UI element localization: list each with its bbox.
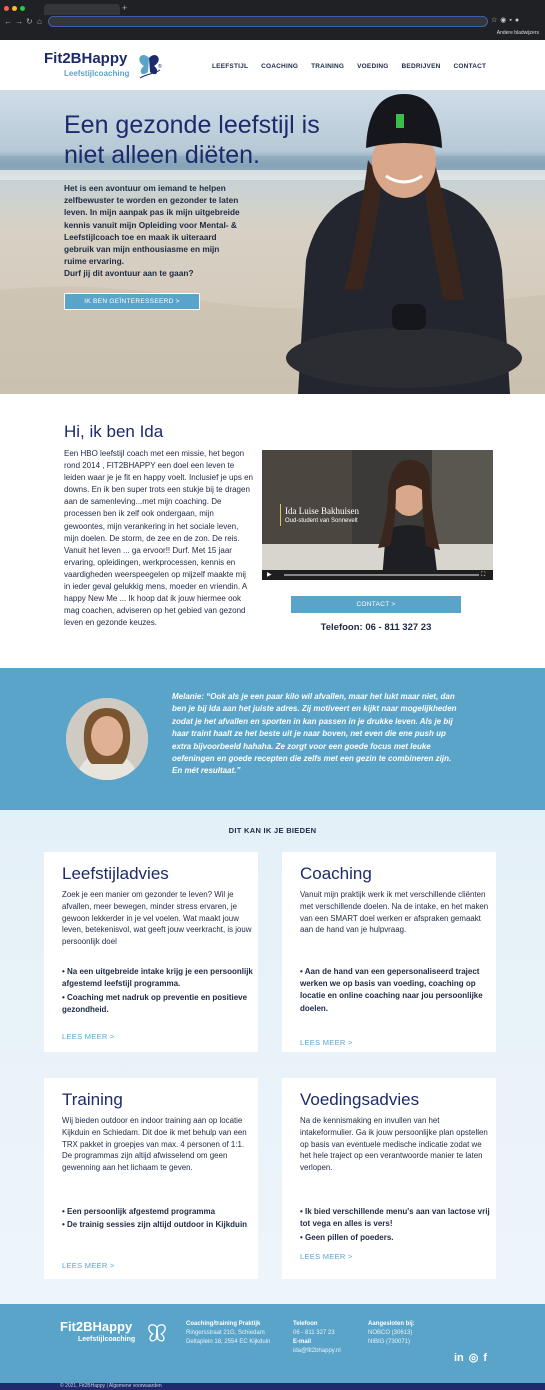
footer-practice xyxy=(186,1320,281,1347)
facebook-icon[interactable]: f xyxy=(483,1352,488,1364)
hero-text xyxy=(64,182,244,280)
about-text: Een HBO leefstijl coach met een missie, het begon rond 2014 , FIT2BHAPPY een doel een leven te leiden waar je je fit en happy voelt. Inclusief je ups en downs. En ik ben super trots een stukje bij te dragen aan de samenleving...met mijn coaching. De processen ben ik zelf ook ondergaan, mijn gewoontes, mijn verankering in het sociale leven, mijn doelen. De storm, de zee en de zon. De reis. Vanuit het leven ... ga ervoor!! Durf. Met 15 jaar ervaring, opleidingen, werkprocessen, kennis en vaardigheden weerspeegelen op mijzelf maakte mij in ieder geval gelukkig mens, moeder en vriendin. A happy New Me ... Ik hoop dat ik jouw hiermee ook mag coachen, adviseren op het gebied van gezond leven en gezonde keuzes. xyxy=(64,449,254,628)
video-caption-line xyxy=(280,504,281,526)
video-controls[interactable] xyxy=(262,570,493,580)
service-card-coaching xyxy=(282,852,496,1052)
card-title: Leefstijladvies xyxy=(62,864,169,883)
footer-memberships xyxy=(368,1320,448,1347)
footer-address-1: Ringersstraat 21G, Schiedam xyxy=(186,1330,265,1336)
copyright-bar: © 2021, Fit2BHappy | Algemene voorwaarden xyxy=(0,1383,545,1390)
footer-phone[interactable]: 06 - 811 327 23 xyxy=(293,1330,335,1336)
nav-item-bedrijven[interactable]: BEDRIJVEN xyxy=(401,63,441,70)
card-text: Vanuit mijn praktijk werk ik met verschillende cliënten met verschillende doelen. Na de intake, en het maken van een SMART doel werken er afspraken gemaakt aan de hand van je hulpvraag. xyxy=(300,890,489,935)
video-caption-sub: Oud-student van Sonnevelt xyxy=(285,518,358,524)
registered-mark: ® xyxy=(158,64,162,70)
service-card-leefstijladvies xyxy=(44,852,258,1052)
linkedin-icon[interactable]: in xyxy=(454,1352,464,1364)
card-title: Training xyxy=(62,1090,123,1109)
interested-button[interactable]: IK BEN GEÏNTERESSEERD > xyxy=(64,293,200,310)
read-more-link[interactable]: LEES MEER > xyxy=(62,1032,115,1041)
site-header xyxy=(0,40,545,90)
home-icon[interactable]: ⌂ xyxy=(37,17,42,26)
video-caption-name: Ida Luise Bakhuisen xyxy=(285,506,359,516)
site-logo[interactable] xyxy=(44,51,170,81)
card-bullet: • De trainig sessies zijn altijd outdoor in Kijkduin xyxy=(62,1220,248,1229)
other-bookmarks[interactable]: Andere bladwijzers xyxy=(496,30,539,36)
nav-item-voeding[interactable]: VOEDING xyxy=(357,63,389,70)
main-nav xyxy=(212,63,499,71)
footer-email[interactable]: ida@fit2bhappy.nl xyxy=(293,1348,341,1354)
instagram-icon[interactable]: ◎ xyxy=(468,1352,479,1364)
video-progress-bar[interactable] xyxy=(284,574,479,576)
butterfly-icon xyxy=(146,1322,168,1346)
card-bullet: • Geen pillen of poeders. xyxy=(300,1233,394,1242)
card-text: Wij bieden outdoor en indoor training aan op locatie Kijkduin en Schiedam. Dit doe ik met behulp van een TRX pakket in groepjes van max. 4 personen of 1:1. De programmas zijn altijd afwisselend om geen gewenning aan het lichaam te geven. xyxy=(62,1116,247,1173)
reload-icon[interactable]: ↻ xyxy=(26,17,33,26)
browser-chrome xyxy=(0,0,545,40)
address-bar[interactable] xyxy=(48,16,488,27)
hero-section xyxy=(0,90,545,394)
play-icon[interactable]: ▶ xyxy=(267,572,272,578)
logo-sub-text: Leefstijlcoaching xyxy=(64,69,130,78)
hero-body: Het is een avontuur om iemand te helpen zelfbewuster te worden en gezonder te laten leven. In mijn aanpak pas ik mijn uitgebreide kennis vanuit mijn Opleiding voor Mental- & Leefstijlcoach toe en maak ik uiteraard gebruik van mijn enthousiasme en mijn ruime ervaring. xyxy=(64,183,240,267)
read-more-link[interactable]: LEES MEER > xyxy=(62,1261,115,1270)
footer-nibig: NIBIG (730071) xyxy=(368,1339,411,1345)
footer-address-2: Deltaplein 18, 2554 EC Kijkduin xyxy=(186,1339,271,1345)
nav-item-leefstijl[interactable]: LEEFSTIJL xyxy=(212,63,249,70)
hero-cta-text: Durf jij dit avontuur aan te gaan? xyxy=(64,268,194,279)
social-links xyxy=(454,1351,487,1365)
close-window-icon[interactable] xyxy=(4,6,9,11)
footer-phone-title: Telefoon xyxy=(293,1321,318,1327)
forward-icon[interactable]: → xyxy=(15,17,23,26)
footer-contact xyxy=(293,1320,373,1356)
about-section xyxy=(0,394,545,668)
footer-practice-title: Coaching/training Praktijk xyxy=(186,1321,261,1327)
footer-logo-main: Fit2BHappy xyxy=(60,1319,133,1334)
footer-logo[interactable] xyxy=(60,1320,172,1350)
footer-logo-sub: Leefstijlcoaching xyxy=(78,1336,136,1343)
card-text: Zoek je een manier om gezonder te leven? Wil je afvallen, meer bewegen, minder stress ervaren, je gewoon lekkerder in je vel voelen. Wat maakt jouw leven, betekenisvol, wat geeft jouw veerkracht, is jouw persoonlijk doel xyxy=(62,890,252,947)
services-heading: DIT KAN IK JE BIEDEN xyxy=(228,826,317,835)
footer-nobco: NOBCO (30613) xyxy=(368,1330,413,1336)
card-text: Na de kennismaking en invullen van het intakeformulier. Ga ik jouw persoonlijke plan opstellen op basis van eventuele medische indicatie zodat we het hele traject op een verantwoorde manier te laten verlopen. xyxy=(300,1116,488,1173)
card-bullet: • Ik bied verschillende menu's aan van lactose vrij tot vega en alles is vers! xyxy=(300,1207,490,1229)
service-card-training xyxy=(44,1078,258,1279)
testimonial-quote: Melanie: “Ook als je een paar kilo wil afvallen, maar het lukt maar niet, dan ben je bij Ida aan het juiste adres. Zij motiveert en kijkt naar mogelijkheden zodat je het afvallen en sporten in kan passen in je drukke leven. Als je bij haar traint haalt ze het beste uit je naar boven, net even die ene push up extra bijvoorbeeld hahaha. Ze zorgt voor een goede focus met leuke oefeningen en goede recepten die zelfs met een gezin te combineren zijn. En mét resultaat.” xyxy=(172,692,457,776)
hero-title: Een gezonde leefstijl is niet alleen diëten. xyxy=(64,111,320,169)
testimonial-avatar xyxy=(66,698,148,780)
contact-button[interactable]: CONTACT > xyxy=(291,596,461,613)
card-bullet: • Na een uitgebreide intake krijg je een persoonlijk afgestemd leefstijl programma. xyxy=(62,967,253,989)
testimonial-section xyxy=(0,668,545,810)
read-more-link[interactable]: LEES MEER > xyxy=(300,1252,353,1261)
card-bullet: • Aan de hand van een gepersonaliseerd traject werken we op basis van voeding, coaching op locatie en online coaching naar jou persoonlijke doelen. xyxy=(300,967,483,1013)
footer-email-title: E-mail xyxy=(293,1339,312,1345)
services-section xyxy=(0,810,545,1304)
minimize-window-icon[interactable] xyxy=(12,6,17,11)
service-card-voedingsadvies xyxy=(282,1078,496,1279)
card-bullet: • Coaching met nadruk op preventie en positieve gezondheid. xyxy=(62,993,248,1015)
new-tab-button[interactable]: + xyxy=(122,3,128,13)
site-footer xyxy=(0,1304,545,1383)
card-title: Coaching xyxy=(300,864,372,883)
read-more-link[interactable]: LEES MEER > xyxy=(300,1038,353,1047)
avatar-image xyxy=(66,698,148,780)
intro-video[interactable] xyxy=(262,450,493,580)
nav-item-contact[interactable]: CONTACT xyxy=(453,63,487,70)
card-bullet: • Een persoonlijk afgestemd programma xyxy=(62,1207,216,1216)
back-icon[interactable]: ← xyxy=(4,17,12,26)
footer-member-title: Aangesloten bij: xyxy=(368,1321,415,1327)
nav-item-coaching[interactable]: COACHING xyxy=(261,63,299,70)
maximize-window-icon[interactable] xyxy=(20,6,25,11)
about-title: Hi, ik ben Ida xyxy=(64,422,164,441)
nav-item-training[interactable]: TRAINING xyxy=(311,63,345,70)
logo-main-text: Fit2BHappy xyxy=(44,50,128,67)
browser-tab[interactable] xyxy=(44,4,120,15)
card-title: Voedingsadvies xyxy=(300,1090,420,1109)
fullscreen-icon[interactable]: ⛶ xyxy=(481,572,486,578)
phone-number[interactable]: Telefoon: 06 - 811 327 23 xyxy=(320,622,432,633)
extension-icons[interactable]: ☆◉▪● xyxy=(491,17,523,24)
